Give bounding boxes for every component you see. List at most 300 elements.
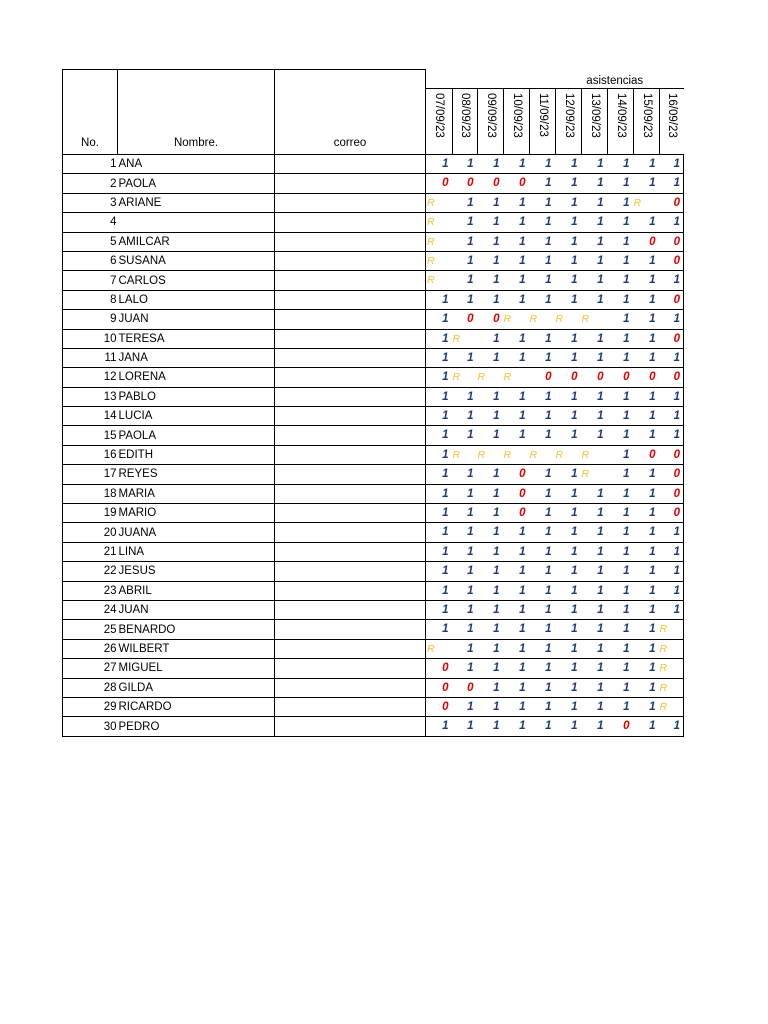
name-cell[interactable]: PEDRO xyxy=(118,717,275,736)
attendance-cell[interactable] xyxy=(581,620,607,639)
row-number-cell[interactable]: 26 xyxy=(63,639,118,658)
attendance-cell[interactable] xyxy=(659,329,684,348)
row-number-cell[interactable]: 23 xyxy=(63,581,118,600)
attendance-cell[interactable] xyxy=(607,678,633,697)
attendance-cell[interactable] xyxy=(555,251,581,270)
attendance-cell[interactable] xyxy=(426,193,452,212)
email-cell[interactable] xyxy=(275,251,426,270)
attendance-cell[interactable] xyxy=(607,193,633,212)
attendance-cell[interactable] xyxy=(555,562,581,581)
row-number-cell[interactable]: 22 xyxy=(63,562,118,581)
attendance-cell[interactable] xyxy=(452,290,477,309)
attendance-cell[interactable] xyxy=(529,290,555,309)
attendance-cell[interactable] xyxy=(659,174,684,193)
name-cell[interactable]: ANA xyxy=(118,155,275,174)
attendance-cell[interactable] xyxy=(426,445,452,464)
row-number-cell[interactable]: 3 xyxy=(63,193,118,212)
attendance-cell[interactable] xyxy=(581,387,607,406)
attendance-cell[interactable] xyxy=(659,445,684,464)
attendance-cell[interactable] xyxy=(529,310,555,329)
attendance-cell[interactable] xyxy=(503,407,529,426)
attendance-cell[interactable] xyxy=(529,445,555,464)
attendance-cell[interactable] xyxy=(633,271,659,290)
name-cell[interactable]: ARIANE xyxy=(118,193,275,212)
attendance-cell[interactable] xyxy=(426,329,452,348)
attendance-cell[interactable] xyxy=(607,213,633,232)
row-number-cell[interactable]: 7 xyxy=(63,271,118,290)
attendance-cell[interactable] xyxy=(452,445,477,464)
attendance-cell[interactable] xyxy=(503,251,529,270)
email-cell[interactable] xyxy=(275,213,426,232)
attendance-cell[interactable] xyxy=(426,290,452,309)
attendance-cell[interactable] xyxy=(529,542,555,561)
attendance-cell[interactable] xyxy=(503,348,529,367)
attendance-cell[interactable] xyxy=(426,678,452,697)
attendance-cell[interactable] xyxy=(477,659,503,678)
row-number-cell[interactable]: 27 xyxy=(63,659,118,678)
attendance-cell[interactable] xyxy=(633,504,659,523)
attendance-cell[interactable] xyxy=(581,484,607,503)
email-cell[interactable] xyxy=(275,232,426,251)
email-cell[interactable] xyxy=(275,426,426,445)
attendance-cell[interactable] xyxy=(452,368,477,387)
attendance-cell[interactable] xyxy=(426,310,452,329)
attendance-cell[interactable] xyxy=(426,620,452,639)
name-cell[interactable]: CARLOS xyxy=(118,271,275,290)
attendance-cell[interactable] xyxy=(452,659,477,678)
attendance-cell[interactable] xyxy=(426,407,452,426)
attendance-cell[interactable] xyxy=(529,193,555,212)
attendance-cell[interactable] xyxy=(633,600,659,619)
attendance-cell[interactable] xyxy=(477,562,503,581)
attendance-cell[interactable] xyxy=(633,290,659,309)
attendance-cell[interactable] xyxy=(529,581,555,600)
attendance-cell[interactable] xyxy=(555,659,581,678)
attendance-cell[interactable] xyxy=(633,232,659,251)
attendance-cell[interactable] xyxy=(581,542,607,561)
attendance-cell[interactable] xyxy=(452,426,477,445)
name-cell[interactable]: JESUS xyxy=(118,562,275,581)
attendance-cell[interactable] xyxy=(452,484,477,503)
row-number-cell[interactable]: 14 xyxy=(63,407,118,426)
attendance-cell[interactable] xyxy=(452,717,477,736)
attendance-cell[interactable] xyxy=(555,271,581,290)
row-number-cell[interactable]: 30 xyxy=(63,717,118,736)
attendance-cell[interactable] xyxy=(426,155,452,174)
name-cell[interactable]: GILDA xyxy=(118,678,275,697)
attendance-cell[interactable] xyxy=(659,310,684,329)
attendance-cell[interactable] xyxy=(607,620,633,639)
attendance-cell[interactable] xyxy=(529,484,555,503)
attendance-cell[interactable] xyxy=(426,465,452,484)
attendance-cell[interactable] xyxy=(607,426,633,445)
attendance-cell[interactable] xyxy=(426,523,452,542)
attendance-cell[interactable] xyxy=(503,465,529,484)
attendance-cell[interactable] xyxy=(607,407,633,426)
attendance-cell[interactable] xyxy=(426,697,452,716)
attendance-cell[interactable] xyxy=(426,717,452,736)
name-cell[interactable]: JUAN xyxy=(118,310,275,329)
email-cell[interactable] xyxy=(275,581,426,600)
email-cell[interactable] xyxy=(275,155,426,174)
attendance-cell[interactable] xyxy=(633,426,659,445)
attendance-cell[interactable] xyxy=(555,407,581,426)
attendance-cell[interactable] xyxy=(529,426,555,445)
email-cell[interactable] xyxy=(275,484,426,503)
attendance-cell[interactable] xyxy=(477,271,503,290)
attendance-cell[interactable] xyxy=(477,581,503,600)
attendance-cell[interactable] xyxy=(659,639,684,658)
attendance-cell[interactable] xyxy=(581,271,607,290)
email-cell[interactable] xyxy=(275,348,426,367)
attendance-cell[interactable] xyxy=(581,659,607,678)
attendance-cell[interactable] xyxy=(659,504,684,523)
attendance-cell[interactable] xyxy=(426,659,452,678)
attendance-cell[interactable] xyxy=(452,465,477,484)
attendance-cell[interactable] xyxy=(633,465,659,484)
attendance-cell[interactable] xyxy=(477,465,503,484)
name-cell[interactable]: LINA xyxy=(118,542,275,561)
email-cell[interactable] xyxy=(275,407,426,426)
attendance-cell[interactable] xyxy=(659,232,684,251)
attendance-cell[interactable] xyxy=(607,465,633,484)
attendance-cell[interactable] xyxy=(659,678,684,697)
attendance-cell[interactable] xyxy=(426,542,452,561)
attendance-cell[interactable] xyxy=(633,251,659,270)
attendance-cell[interactable] xyxy=(607,639,633,658)
attendance-cell[interactable] xyxy=(633,697,659,716)
attendance-cell[interactable] xyxy=(659,465,684,484)
attendance-cell[interactable] xyxy=(581,251,607,270)
email-cell[interactable] xyxy=(275,659,426,678)
email-cell[interactable] xyxy=(275,542,426,561)
date-header-2[interactable] xyxy=(477,89,503,155)
attendance-cell[interactable] xyxy=(607,174,633,193)
attendance-cell[interactable] xyxy=(529,232,555,251)
attendance-cell[interactable] xyxy=(503,155,529,174)
attendance-cell[interactable] xyxy=(477,407,503,426)
attendance-cell[interactable] xyxy=(633,659,659,678)
email-cell[interactable] xyxy=(275,387,426,406)
attendance-cell[interactable] xyxy=(607,562,633,581)
email-cell[interactable] xyxy=(275,445,426,464)
attendance-cell[interactable] xyxy=(503,717,529,736)
attendance-cell[interactable] xyxy=(581,678,607,697)
attendance-cell[interactable] xyxy=(477,193,503,212)
attendance-cell[interactable] xyxy=(529,387,555,406)
attendance-cell[interactable] xyxy=(555,542,581,561)
attendance-cell[interactable] xyxy=(633,581,659,600)
row-number-cell[interactable]: 9 xyxy=(63,310,118,329)
email-cell[interactable] xyxy=(275,504,426,523)
header-email-cell[interactable] xyxy=(275,70,426,155)
attendance-cell[interactable] xyxy=(503,697,529,716)
attendance-cell[interactable] xyxy=(529,348,555,367)
name-cell[interactable]: PAOLA xyxy=(118,174,275,193)
date-header-4[interactable] xyxy=(529,89,555,155)
attendance-cell[interactable] xyxy=(426,484,452,503)
attendance-cell[interactable] xyxy=(477,310,503,329)
attendance-cell[interactable] xyxy=(452,678,477,697)
attendance-cell[interactable] xyxy=(581,717,607,736)
date-header-9[interactable] xyxy=(659,89,684,155)
attendance-cell[interactable] xyxy=(452,523,477,542)
attendance-cell[interactable] xyxy=(659,213,684,232)
attendance-cell[interactable] xyxy=(607,659,633,678)
name-cell[interactable]: TERESA xyxy=(118,329,275,348)
name-cell[interactable]: MIGUEL xyxy=(118,659,275,678)
attendance-cell[interactable] xyxy=(477,155,503,174)
attendance-cell[interactable] xyxy=(555,445,581,464)
attendance-cell[interactable] xyxy=(529,659,555,678)
attendance-cell[interactable] xyxy=(529,562,555,581)
email-cell[interactable] xyxy=(275,174,426,193)
attendance-cell[interactable] xyxy=(555,155,581,174)
attendance-cell[interactable] xyxy=(529,155,555,174)
attendance-cell[interactable] xyxy=(555,639,581,658)
attendance-cell[interactable] xyxy=(555,213,581,232)
attendance-cell[interactable] xyxy=(477,213,503,232)
attendance-cell[interactable] xyxy=(607,348,633,367)
attendance-cell[interactable] xyxy=(555,678,581,697)
attendance-cell[interactable] xyxy=(452,697,477,716)
email-cell[interactable] xyxy=(275,368,426,387)
attendance-cell[interactable] xyxy=(452,174,477,193)
attendance-cell[interactable] xyxy=(529,717,555,736)
attendance-cell[interactable] xyxy=(581,310,607,329)
date-header-7[interactable] xyxy=(607,89,633,155)
attendance-cell[interactable] xyxy=(659,562,684,581)
attendance-cell[interactable] xyxy=(633,387,659,406)
attendance-cell[interactable] xyxy=(633,329,659,348)
attendance-cell[interactable] xyxy=(477,523,503,542)
attendance-cell[interactable] xyxy=(633,678,659,697)
attendance-cell[interactable] xyxy=(477,426,503,445)
email-cell[interactable] xyxy=(275,697,426,716)
attendance-cell[interactable] xyxy=(503,329,529,348)
attendance-cell[interactable] xyxy=(633,407,659,426)
attendance-cell[interactable] xyxy=(633,174,659,193)
attendance-cell[interactable] xyxy=(555,484,581,503)
attendance-cell[interactable] xyxy=(581,504,607,523)
attendance-cell[interactable] xyxy=(581,523,607,542)
attendance-cell[interactable] xyxy=(607,523,633,542)
email-cell[interactable] xyxy=(275,290,426,309)
attendance-cell[interactable] xyxy=(607,484,633,503)
attendance-cell[interactable] xyxy=(426,639,452,658)
attendance-cell[interactable] xyxy=(426,213,452,232)
date-header-0[interactable] xyxy=(426,89,452,155)
attendance-cell[interactable] xyxy=(452,329,477,348)
name-cell[interactable]: BENARDO xyxy=(118,620,275,639)
name-cell[interactable]: REYES xyxy=(118,465,275,484)
attendance-cell[interactable] xyxy=(581,445,607,464)
attendance-cell[interactable] xyxy=(503,213,529,232)
name-cell[interactable]: LALO xyxy=(118,290,275,309)
attendance-cell[interactable] xyxy=(607,504,633,523)
row-number-cell[interactable]: 29 xyxy=(63,697,118,716)
attendance-cell[interactable] xyxy=(477,717,503,736)
attendance-cell[interactable] xyxy=(581,465,607,484)
attendance-cell[interactable] xyxy=(426,368,452,387)
attendance-cell[interactable] xyxy=(529,174,555,193)
attendance-cell[interactable] xyxy=(607,232,633,251)
attendance-cell[interactable] xyxy=(581,407,607,426)
attendance-cell[interactable] xyxy=(477,542,503,561)
attendance-cell[interactable] xyxy=(659,542,684,561)
row-number-cell[interactable]: 4 xyxy=(63,213,118,232)
attendance-cell[interactable] xyxy=(426,581,452,600)
attendance-cell[interactable] xyxy=(477,678,503,697)
attendance-cell[interactable] xyxy=(581,562,607,581)
attendance-cell[interactable] xyxy=(659,426,684,445)
attendance-cell[interactable] xyxy=(477,329,503,348)
attendance-cell[interactable] xyxy=(659,271,684,290)
attendance-cell[interactable] xyxy=(581,639,607,658)
attendance-cell[interactable] xyxy=(659,659,684,678)
attendance-cell[interactable] xyxy=(581,426,607,445)
attendance-cell[interactable] xyxy=(659,368,684,387)
attendance-cell[interactable] xyxy=(633,523,659,542)
email-cell[interactable] xyxy=(275,717,426,736)
header-attendance-cell[interactable] xyxy=(426,70,684,155)
attendance-cell[interactable] xyxy=(529,504,555,523)
attendance-cell[interactable] xyxy=(503,271,529,290)
attendance-cell[interactable] xyxy=(503,426,529,445)
attendance-cell[interactable] xyxy=(555,310,581,329)
attendance-cell[interactable] xyxy=(477,600,503,619)
name-cell[interactable]: LUCIA xyxy=(118,407,275,426)
email-cell[interactable] xyxy=(275,271,426,290)
attendance-cell[interactable] xyxy=(607,271,633,290)
attendance-cell[interactable] xyxy=(503,310,529,329)
name-cell[interactable]: EDITH xyxy=(118,445,275,464)
attendance-cell[interactable] xyxy=(633,193,659,212)
attendance-cell[interactable] xyxy=(452,639,477,658)
row-number-cell[interactable]: 19 xyxy=(63,504,118,523)
attendance-cell[interactable] xyxy=(503,232,529,251)
attendance-cell[interactable] xyxy=(581,232,607,251)
attendance-cell[interactable] xyxy=(477,348,503,367)
attendance-cell[interactable] xyxy=(581,193,607,212)
attendance-cell[interactable] xyxy=(659,620,684,639)
name-cell[interactable]: MARIA xyxy=(118,484,275,503)
email-cell[interactable] xyxy=(275,678,426,697)
attendance-cell[interactable] xyxy=(633,639,659,658)
attendance-cell[interactable] xyxy=(555,232,581,251)
attendance-cell[interactable] xyxy=(555,620,581,639)
attendance-cell[interactable] xyxy=(529,465,555,484)
attendance-cell[interactable] xyxy=(452,600,477,619)
attendance-cell[interactable] xyxy=(426,562,452,581)
attendance-cell[interactable] xyxy=(477,251,503,270)
attendance-cell[interactable] xyxy=(477,620,503,639)
attendance-cell[interactable] xyxy=(452,620,477,639)
attendance-cell[interactable] xyxy=(555,523,581,542)
email-cell[interactable] xyxy=(275,600,426,619)
attendance-cell[interactable] xyxy=(452,232,477,251)
row-number-cell[interactable]: 13 xyxy=(63,387,118,406)
attendance-cell[interactable] xyxy=(503,368,529,387)
attendance-cell[interactable] xyxy=(503,600,529,619)
attendance-cell[interactable] xyxy=(555,174,581,193)
email-cell[interactable] xyxy=(275,620,426,639)
attendance-cell[interactable] xyxy=(452,562,477,581)
attendance-cell[interactable] xyxy=(607,290,633,309)
attendance-cell[interactable] xyxy=(452,193,477,212)
attendance-cell[interactable] xyxy=(503,659,529,678)
name-cell[interactable]: MARIO xyxy=(118,504,275,523)
row-number-cell[interactable]: 25 xyxy=(63,620,118,639)
attendance-cell[interactable] xyxy=(555,426,581,445)
attendance-cell[interactable] xyxy=(452,581,477,600)
attendance-cell[interactable] xyxy=(426,232,452,251)
name-cell[interactable]: PABLO xyxy=(118,387,275,406)
attendance-cell[interactable] xyxy=(581,348,607,367)
attendance-cell[interactable] xyxy=(633,368,659,387)
attendance-cell[interactable] xyxy=(503,193,529,212)
attendance-cell[interactable] xyxy=(477,368,503,387)
attendance-cell[interactable] xyxy=(659,600,684,619)
attendance-cell[interactable] xyxy=(659,290,684,309)
attendance-cell[interactable] xyxy=(555,368,581,387)
attendance-cell[interactable] xyxy=(633,542,659,561)
attendance-cell[interactable] xyxy=(503,678,529,697)
attendance-cell[interactable] xyxy=(607,329,633,348)
attendance-cell[interactable] xyxy=(633,445,659,464)
attendance-cell[interactable] xyxy=(452,407,477,426)
attendance-cell[interactable] xyxy=(581,697,607,716)
attendance-cell[interactable] xyxy=(633,484,659,503)
attendance-cell[interactable] xyxy=(555,697,581,716)
attendance-cell[interactable] xyxy=(659,155,684,174)
attendance-cell[interactable] xyxy=(426,600,452,619)
attendance-cell[interactable] xyxy=(503,484,529,503)
attendance-cell[interactable] xyxy=(555,348,581,367)
attendance-cell[interactable] xyxy=(452,213,477,232)
name-cell[interactable]: JUAN xyxy=(118,600,275,619)
date-header-6[interactable] xyxy=(581,89,607,155)
attendance-cell[interactable] xyxy=(607,600,633,619)
row-number-cell[interactable]: 20 xyxy=(63,523,118,542)
attendance-cell[interactable] xyxy=(503,290,529,309)
attendance-cell[interactable] xyxy=(452,271,477,290)
attendance-cell[interactable] xyxy=(529,407,555,426)
attendance-cell[interactable] xyxy=(555,387,581,406)
attendance-cell[interactable] xyxy=(607,717,633,736)
attendance-cell[interactable] xyxy=(607,310,633,329)
attendance-cell[interactable] xyxy=(581,368,607,387)
attendance-cell[interactable] xyxy=(581,213,607,232)
attendance-cell[interactable] xyxy=(503,639,529,658)
attendance-cell[interactable] xyxy=(503,542,529,561)
attendance-cell[interactable] xyxy=(426,426,452,445)
attendance-cell[interactable] xyxy=(503,620,529,639)
attendance-cell[interactable] xyxy=(503,562,529,581)
attendance-cell[interactable] xyxy=(581,600,607,619)
attendance-cell[interactable] xyxy=(529,620,555,639)
attendance-cell[interactable] xyxy=(529,329,555,348)
attendance-cell[interactable] xyxy=(529,271,555,290)
attendance-cell[interactable] xyxy=(529,523,555,542)
row-number-cell[interactable]: 5 xyxy=(63,232,118,251)
attendance-cell[interactable] xyxy=(581,290,607,309)
attendance-cell[interactable] xyxy=(529,251,555,270)
attendance-cell[interactable] xyxy=(633,348,659,367)
attendance-cell[interactable] xyxy=(633,717,659,736)
attendance-cell[interactable] xyxy=(452,504,477,523)
name-cell[interactable]: JUANA xyxy=(118,523,275,542)
